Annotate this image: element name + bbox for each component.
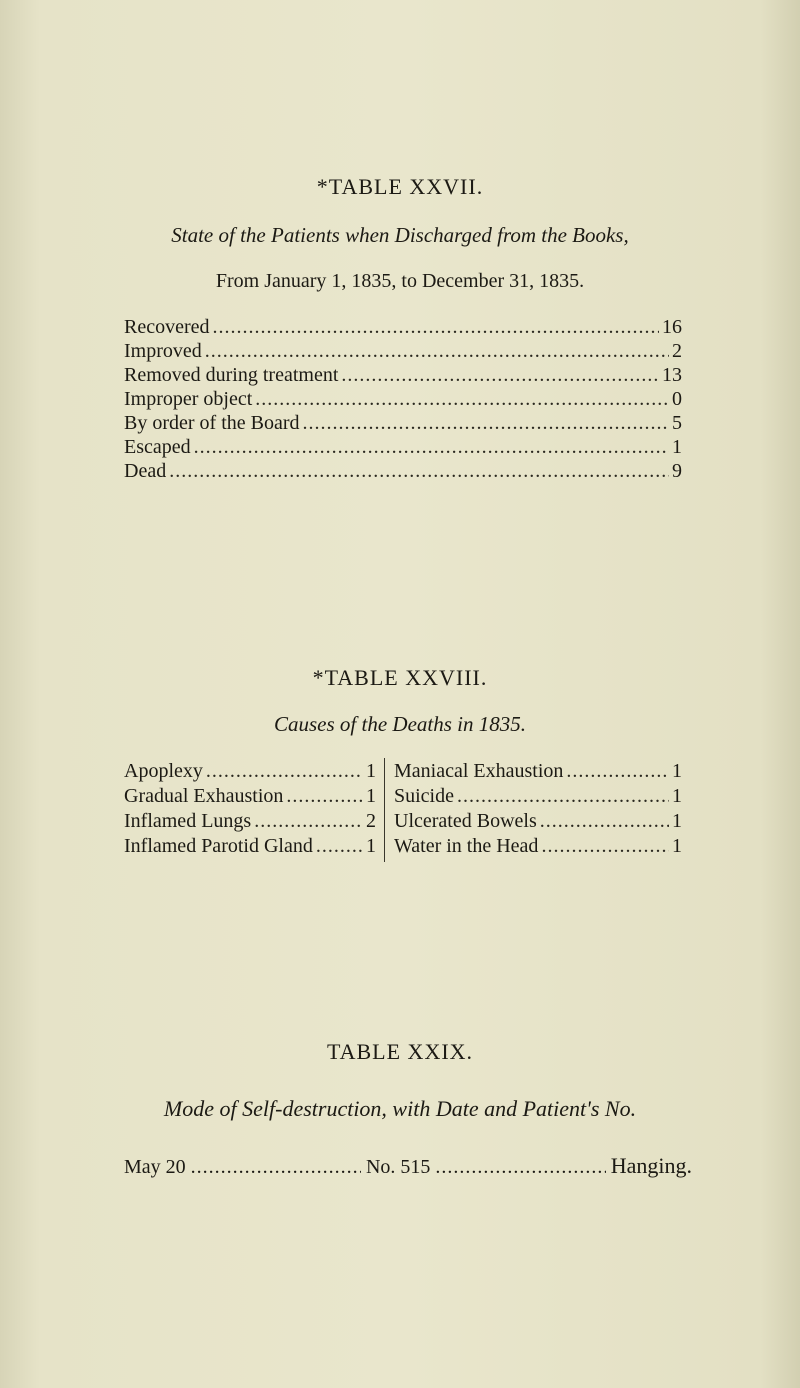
row-value: 1: [366, 760, 376, 782]
leader-dots: [435, 1156, 605, 1179]
row-mode: Hanging.: [610, 1153, 692, 1178]
leader-dots: [316, 835, 363, 858]
row-label: Improved: [124, 340, 202, 362]
table-row: [124, 388, 682, 411]
table-27-date-range: From January 1, 1835, to December 31, 1835.: [215, 270, 585, 292]
row-value: 1: [672, 810, 682, 832]
table-row: [124, 810, 376, 833]
leader-dots: [191, 1156, 361, 1179]
leader-dots: [205, 340, 669, 363]
leader-dots: [303, 412, 669, 435]
row-date: May 20: [124, 1156, 186, 1178]
table-row: [124, 340, 682, 363]
table-row: [124, 316, 682, 339]
column-divider: [384, 758, 385, 862]
table-row: [124, 1153, 692, 1179]
row-label: Removed during treatment: [124, 364, 339, 386]
leader-dots: [194, 436, 669, 459]
table-row: [124, 760, 376, 783]
table-row: [394, 785, 682, 808]
row-value: 2: [672, 340, 682, 362]
table-row: [124, 785, 376, 808]
row-label: Inflamed Lungs: [124, 810, 252, 832]
leader-dots: [541, 835, 669, 858]
row-label: Recovered: [124, 316, 210, 338]
row-label: Inflamed Parotid Gland: [124, 835, 313, 857]
leader-dots: [254, 810, 363, 833]
table-29-heading: TABLE XXIX.: [326, 1039, 474, 1064]
row-value: 1: [366, 785, 376, 807]
row-label: Escaped: [124, 436, 191, 458]
table-row: [124, 436, 682, 459]
row-value: 5: [672, 412, 682, 434]
table-28-heading: *TABLE XXVIII.: [312, 665, 488, 690]
row-label: Apoplexy: [124, 760, 203, 782]
row-value: 1: [672, 760, 682, 782]
table-row: [394, 835, 682, 858]
leader-dots: [206, 760, 363, 783]
table-row: [124, 460, 682, 483]
leader-dots: [341, 364, 659, 387]
row-value: 1: [672, 835, 682, 857]
table-row: [124, 412, 682, 435]
row-value: 16: [662, 316, 682, 338]
row-label: By order of the Board: [124, 412, 300, 434]
table-27-subtitle: State of the Patients when Discharged from the Books,: [171, 223, 629, 247]
leader-dots: [169, 460, 669, 483]
row-value: 13: [662, 364, 682, 386]
leader-dots: [457, 785, 669, 808]
row-label: Improper object: [124, 388, 253, 410]
leader-dots: [255, 388, 669, 411]
row-value: 2: [366, 810, 376, 832]
table-row: [124, 835, 376, 858]
row-patient-number: No. 515: [365, 1156, 431, 1178]
row-label: Dead: [124, 460, 167, 482]
row-label: Maniacal Exhaustion: [394, 760, 564, 782]
leader-dots: [566, 760, 669, 783]
table-row: [124, 364, 682, 387]
leader-dots: [540, 810, 669, 833]
row-label: Gradual Exhaustion: [124, 785, 284, 807]
leader-dots: [286, 785, 363, 808]
table-28-subtitle: Causes of the Deaths in 1835.: [274, 712, 526, 736]
table-29-subtitle: Mode of Self-destruction, with Date and Patient's No.: [163, 1096, 637, 1121]
row-value: 1: [672, 436, 682, 458]
leader-dots: [213, 316, 659, 339]
table-row: [394, 810, 682, 833]
table-27-heading: *TABLE XXVII.: [316, 174, 484, 199]
row-label: Suicide: [394, 785, 454, 807]
table-row: [394, 760, 682, 783]
row-value: 0: [672, 388, 682, 410]
row-value: 1: [366, 835, 376, 857]
row-label: Ulcerated Bowels: [394, 810, 537, 832]
row-label: Water in the Head: [394, 835, 539, 857]
row-value: 9: [672, 460, 682, 482]
row-value: 1: [672, 785, 682, 807]
